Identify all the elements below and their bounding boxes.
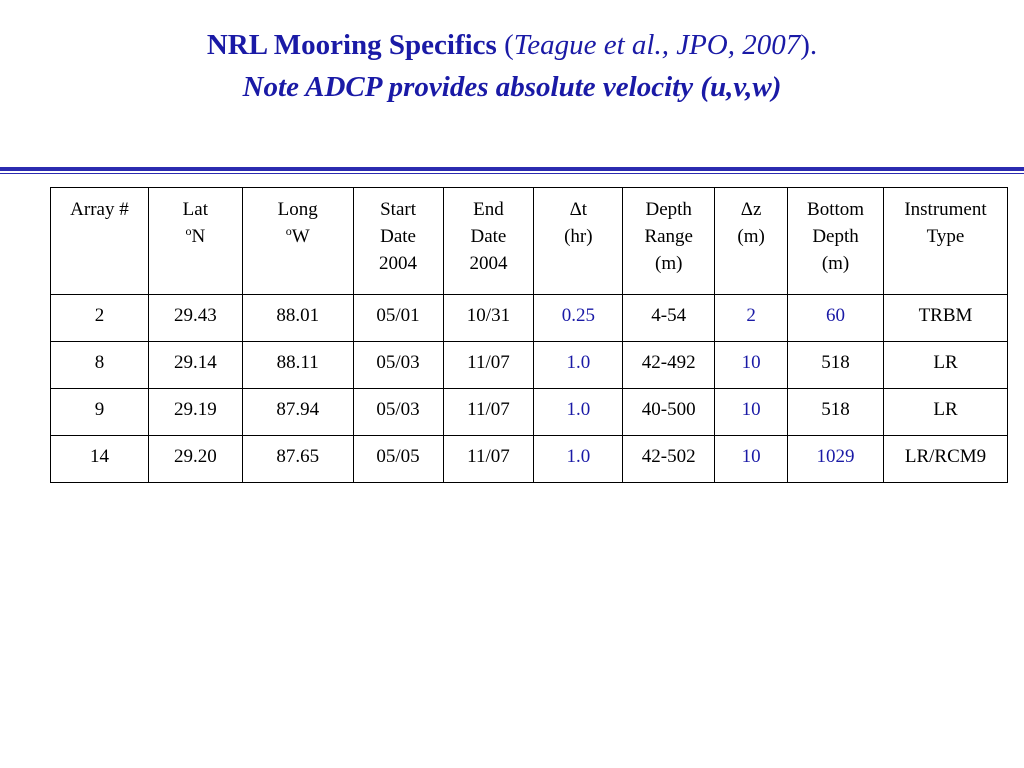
cell-bottom-depth: 60 [788, 295, 884, 342]
header-array: Array # [51, 188, 149, 295]
cell-instrument-type: LR [884, 342, 1008, 389]
cell-lat: 29.43 [148, 295, 242, 342]
cell-delta-t: 0.25 [534, 295, 623, 342]
title-divider-thick [0, 167, 1024, 171]
cell-end-date: 11/07 [443, 342, 534, 389]
cell-start-date: 05/05 [353, 436, 443, 483]
title-line-1 [0, 24, 1024, 66]
cell-delta-t: 1.0 [534, 342, 623, 389]
header-lat: Lat $^o$N [148, 188, 242, 295]
header-delta-t: Δt (hr) [534, 188, 623, 295]
cell-end-date: 11/07 [443, 436, 534, 483]
cell-long: 87.65 [242, 436, 353, 483]
header-instrument-type: Instrument Type [884, 188, 1008, 295]
header-long: Long $^o$W [242, 188, 353, 295]
cell-depth-range: 42-492 [623, 342, 715, 389]
cell-bottom-depth: 518 [788, 389, 884, 436]
cell-instrument-type: TRBM [884, 295, 1008, 342]
header-depth-range: Depth Range (m) [623, 188, 715, 295]
cell-delta-z: 2 [715, 295, 788, 342]
slide-title [0, 24, 1024, 108]
cell-delta-z: 10 [715, 436, 788, 483]
title-main: NRL Mooring Specifics [206, 29, 497, 61]
table-row [51, 342, 1008, 389]
cell-array: 8 [51, 342, 149, 389]
table-row [51, 436, 1008, 483]
header-row [51, 188, 1008, 295]
cell-start-date: 05/03 [353, 342, 443, 389]
cell-delta-t: 1.0 [534, 436, 623, 483]
cell-bottom-depth: 1029 [788, 436, 884, 483]
cell-start-date: 05/03 [353, 389, 443, 436]
cell-bottom-depth: 518 [788, 342, 884, 389]
cell-depth-range: 42-502 [623, 436, 715, 483]
cell-instrument-type: LR/RCM9 [884, 436, 1008, 483]
cell-array: 2 [51, 295, 149, 342]
title-line-2: Note ADCP provides absolute velocity (u,v,w) [242, 71, 782, 103]
cell-delta-z: 10 [715, 389, 788, 436]
cell-depth-range: 4-54 [623, 295, 715, 342]
cell-lat: 29.20 [148, 436, 242, 483]
cell-start-date: 05/01 [353, 295, 443, 342]
table-row [51, 295, 1008, 342]
cell-delta-z: 10 [715, 342, 788, 389]
cell-long: 87.94 [242, 389, 353, 436]
title-citation: Teague et al., JPO, 2007 [513, 29, 801, 61]
mooring-table [50, 187, 1008, 483]
cell-long: 88.01 [242, 295, 353, 342]
cell-long: 88.11 [242, 342, 353, 389]
cell-array: 9 [51, 389, 149, 436]
cell-end-date: 11/07 [443, 389, 534, 436]
cell-lat: 29.19 [148, 389, 242, 436]
header-start-date: Start Date 2004 [353, 188, 443, 295]
table-row [51, 389, 1008, 436]
header-delta-z: Δz (m) [715, 188, 788, 295]
title-paren-open: ( [496, 29, 514, 61]
cell-array: 14 [51, 436, 149, 483]
cell-depth-range: 40-500 [623, 389, 715, 436]
cell-instrument-type: LR [884, 389, 1008, 436]
cell-end-date: 10/31 [443, 295, 534, 342]
title-divider-thin [0, 173, 1024, 174]
header-end-date: End Date 2004 [443, 188, 534, 295]
header-bottom-depth: Bottom Depth (m) [788, 188, 884, 295]
cell-lat: 29.14 [148, 342, 242, 389]
title-paren-close: ). [800, 29, 818, 61]
cell-delta-t: 1.0 [534, 389, 623, 436]
